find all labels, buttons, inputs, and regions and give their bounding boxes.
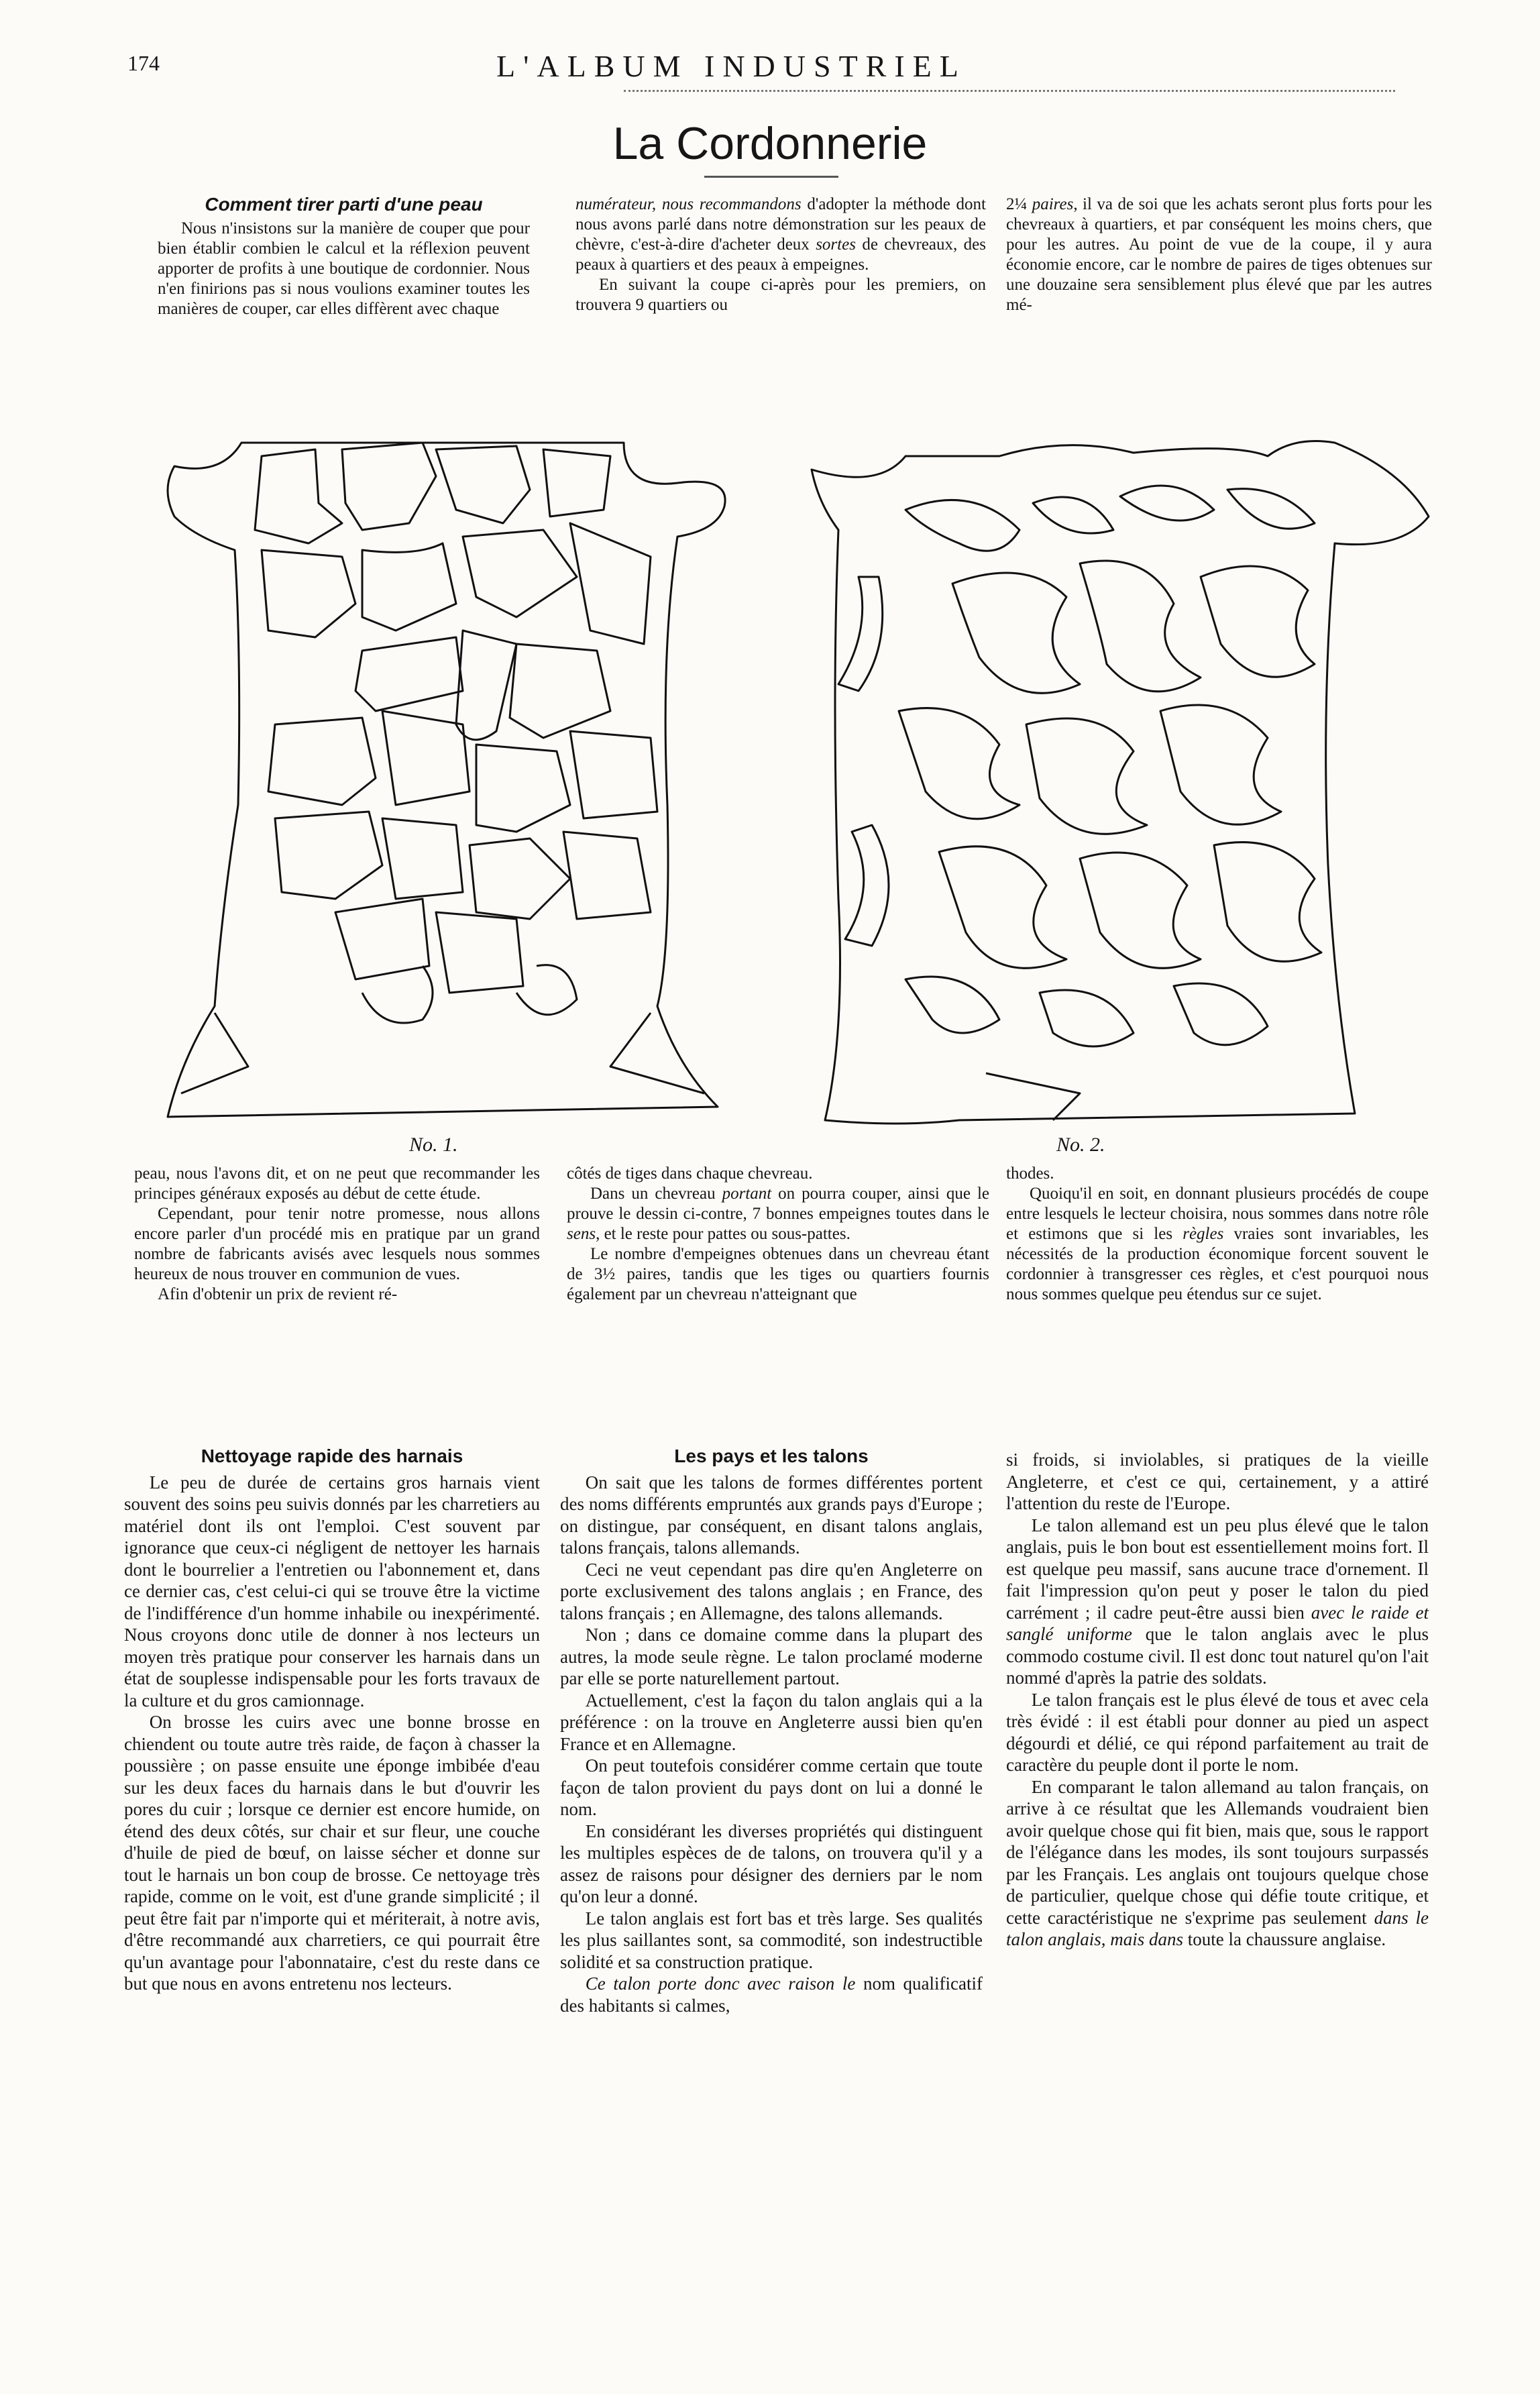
emphasis: numérateur, nous recommandons <box>575 195 802 213</box>
text-run: vraies sont invariables, les nécessités de la production économique forcent souvent le cordonnier à transgresser ces règles, et c'est pourquoi nous nous sommes quelque peu étendus sur ce sujet. <box>1006 1225 1429 1303</box>
talons-heading: Les pays et les talons <box>674 1446 869 1466</box>
paragraph: Le talon anglais est fort bas et très large. Ses qualités les plus saillantes sont, sa commodité, son indestructible solidité et sa construction pratique. <box>560 1908 983 1972</box>
text-run: nom qualificatif des habitants si calmes, <box>560 1973 983 2016</box>
emphasis: règles <box>1182 1225 1224 1243</box>
top-column-3 <box>1006 195 1432 315</box>
page-number: 174 <box>127 51 160 75</box>
middle-column-3 <box>1006 1164 1429 1305</box>
article-title: La Cordonnerie <box>612 118 928 169</box>
top-column-2 <box>575 195 986 315</box>
paragraph: Le peu de durée de certains gros harnais vient souvent des soins peu suivis donnés par les charretiers au matériel dont ils ont l'emploi. C'est souvent par ignorance que ceux-ci négligent de nettoyer les harnais dont le bourrelier a l'entretien ou l'abonnement et, dans ce dernier cas, c'est celui-ci qui se trouve être la victime de l'indifférence d'un homme inhabile ou inexpérimenté. Nous croyons donc utile de donner à nos lecteurs un moyen très pratique pour conserver les harnais dans un état de souplesse indispensable pour les forts travaux de la culture et du gros camionnage. <box>124 1472 540 1710</box>
middle-column-2 <box>567 1164 989 1305</box>
text-run: Quoiqu'il en soit, en donnant plusieurs procédés de coupe entre lesquels le lecteur choisira, nous sommes dans notre rôle et estimons que si les <box>1006 1185 1429 1243</box>
paragraph <box>1006 1515 1429 1689</box>
paragraph: Ceci ne veut cependant pas dire qu'en Angleterre on porte exclusivement des talons anglais ; en France, des talons français ; en Allemagne, des talons allemands. <box>560 1559 983 1623</box>
paragraph: peau, nous l'avons dit, et on ne peut que recommander les principes généraux exposés au début de cette étude. <box>134 1164 540 1203</box>
text-run: , et le reste pour pattes ou sous-pattes. <box>596 1225 850 1243</box>
text-run: toute la chaussure anglaise. <box>1183 1929 1386 1949</box>
paragraph: côtés de tiges dans chaque chevreau. <box>567 1164 813 1183</box>
paragraph: On brosse les cuirs avec une bonne brosse en chiendent ou toute autre très raide, de façon à chasser la poussière ; on passe ensuite une éponge imbibée d'eau sur les deux faces du harnais dans le but d'ouvrir les pores du cuir ; lorsque ce dernier est encore humide, on étend des deux côtés, sur chair et sur fleur, une couche d'huile de pied de bœuf, on laisse sécher et donne sur tout le harnais un bon coup de brosse. Ce nettoyage très rapide, comme on le voit, est d'une grande simplicité ; il peut être fait par n'importe qui et mériterait, à notre avis, d'être recommandé aux charretiers, ce qui pourrait être qu'un avantage pour l'abonnataire, c'est du reste dans ce but que nous en avons entretenu nos lecteurs. <box>124 1712 540 1994</box>
top-column-1 <box>158 195 530 319</box>
paragraph: si froids, si inviolables, si pratiques de la vieille Angleterre, et c'est ce qui, certainement, y a attiré l'attention du reste de l'Europe. <box>1006 1450 1429 1513</box>
paragraph <box>567 1184 989 1244</box>
paragraph: Le nombre d'empeignes obtenues dans un chevreau étant de 3½ paires, tandis que les tiges ou quartiers fournis également par un chevreau n'atteignant que <box>567 1245 989 1303</box>
paragraph: On peut toutefois considérer comme certain que toute façon de talon provient du pays dont on lui a donné le nom. <box>560 1755 983 1819</box>
paragraph: En considérant les diverses propriétés qui distinguent les multiples espèces de de talons, on trouvera qu'il y a assez de raisons pour désigner des derniers par le nom qu'on leur a donné. <box>560 1820 983 1906</box>
text-run: de chevreaux, des peaux à quartiers et des peaux à empeignes. <box>575 235 986 274</box>
paragraph <box>575 195 986 275</box>
text-run: Le talon allemand est un peu plus élevé que le talon anglais, puis le bon bout est essentiellement moins fort. Il est quelque peu massif, sans aucune trace d'ornement. Il fait l'impression qu'on peut y poser le talon du pied carrément ; il cadre peut-être aussi bien <box>1006 1515 1429 1623</box>
paragraph: En suivant la coupe ci-après pour les premiers, on trouvera 9 quartiers ou <box>575 276 986 314</box>
text-run: que le talon anglais avec le plus commodo costume civil. Il est donc tout naturel qu'on l'ait nommé d'après la patrie des soldats. <box>1006 1624 1429 1688</box>
emphasis: sens <box>567 1225 596 1243</box>
figure-2-caption: No. 2. <box>1056 1134 1105 1156</box>
paragraph <box>1006 1776 1429 1951</box>
harnais-article <box>124 1446 540 1995</box>
figure-2-hide-pattern <box>798 429 1469 1140</box>
paragraph: Nous n'insistons sur la manière de couper que pour bien établir combien le calcul et la réflexion peuvent apporter de profits à une boutique de cordonnier. Nous n'en finirions pas si nous voulions examiner toutes les manières de couper, car elles diffèrent avec chaque <box>158 219 530 318</box>
emphasis: avec le raide et sanglé uniforme <box>1006 1602 1429 1644</box>
paragraph: Le talon français est le plus élevé de tous et avec cela très évidé : il est établi pour donner au pied un aspect dégourdi et délié, ce qui répond parfaitement au trait de caractère du peuple dont il porte le nom. <box>1006 1689 1429 1775</box>
emphasis: portant <box>722 1185 772 1203</box>
emphasis: sortes <box>816 235 856 254</box>
paragraph: Non ; dans ce domaine comme dans la plupart des autres, la mode seule règne. Le talon proclamé moderne par elle se porte naturellement partout. <box>560 1625 983 1688</box>
middle-column-1 <box>134 1164 540 1305</box>
harnais-heading: Nettoyage rapide des harnais <box>201 1446 463 1466</box>
emphasis: paires <box>1032 195 1074 213</box>
section-heading: Comment tirer parti d'une peau <box>205 194 483 215</box>
text-run: En comparant le talon allemand au talon français, on arrive à ce résultat que les Allemands voudraient bien avoir quelque chose qui fit bien, mais que, sous le rapport de l'élégance dans les modes, ils sont toujours surpassés par les Français. Les anglais ont toujours quelque chose de particulier, quelque chose qui défie toute critique, et cette caractéristique ne s'exprime pas seulement <box>1006 1776 1429 1928</box>
paragraph: Cependant, pour tenir notre promesse, nous allons encore parler d'un procédé mis en pratique par un grand nombre de fabricants avisés avec lesquels nous sommes heureux de nous trouver en communion de vues. <box>134 1205 540 1283</box>
paragraph <box>1006 195 1432 315</box>
paragraph <box>560 1973 983 2016</box>
paragraph: Actuellement, c'est la façon du talon anglais qui a la préférence : on la trouve en Angleterre aussi bien qu'en France et en Allemagne. <box>560 1690 983 1754</box>
text-run: , il va de soi que les achats seront plus forts pour les chevreaux à quartiers, et par conséquent les moins chers, que pour les autres. Au point de vue de la coupe, il y aura économie encore, car le nombre de paires de tiges obtenues sur une douzaine sera sensiblement plus élevé que par les autres mé- <box>1006 195 1432 314</box>
running-title: L'ALBUM INDUSTRIEL <box>496 49 967 83</box>
paragraph: On sait que les talons de formes différentes portent des noms différents empruntés aux grands pays d'Europe ; on distingue, par conséquent, en disant talons anglais, talons français, talons allemands. <box>560 1472 983 1558</box>
emphasis: dans le talon anglais, mais dans <box>1006 1907 1429 1949</box>
paragraph <box>1006 1184 1429 1305</box>
text-run: d'adopter la méthode dont nous avons parlé dans notre démonstration sur les peaux de chèvre, c'est-à-dire d'acheter deux <box>575 195 986 254</box>
text-run: on pourra couper, ainsi que le prouve le dessin ci-contre, 7 bonnes empeignes toutes dans le <box>567 1185 989 1223</box>
figure-1-caption: No. 1. <box>409 1134 458 1156</box>
talons-article-col-1 <box>560 1446 983 2016</box>
text-run: 2¼ <box>1006 195 1032 213</box>
figure-1-hide-pattern <box>141 429 785 1127</box>
talons-article-col-2 <box>1006 1449 1429 1951</box>
header-divider <box>624 90 1395 92</box>
paragraph: Afin d'obtenir un prix de revient ré- <box>158 1285 398 1303</box>
text-run: Dans un chevreau <box>590 1185 722 1203</box>
paragraph: thodes. <box>1006 1164 1054 1183</box>
title-rule <box>704 176 838 178</box>
emphasis: Ce talon porte donc avec raison le <box>585 1973 856 1994</box>
